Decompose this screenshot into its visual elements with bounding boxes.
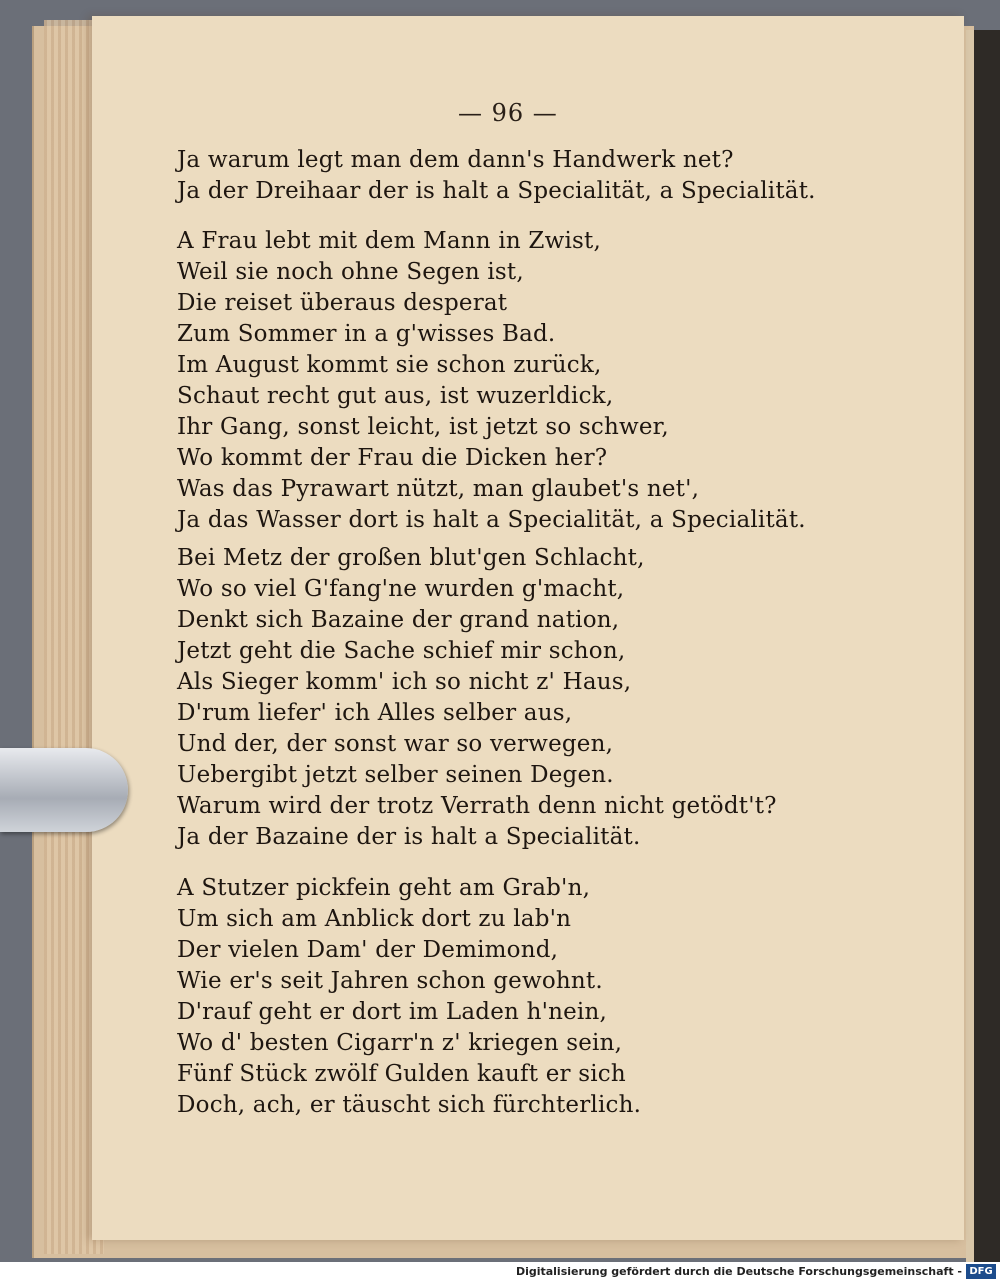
verse-line: Und der, der sonst war so verwegen,	[177, 731, 614, 757]
verse-line: Wo so viel G'fang'ne wurden g'macht,	[177, 576, 625, 602]
verse-line: Die reiset überaus desperat	[177, 290, 508, 316]
verse-line: A Frau lebt mit dem Mann in Zwist,	[177, 228, 601, 254]
verse-line: Ja warum legt man dem dann's Handwerk net?	[177, 147, 734, 173]
verse-line: Im August kommt sie schon zurück,	[177, 352, 602, 378]
digitization-credit: Digitalisierung gefördert durch die Deutsche Forschungsgemeinschaft -	[515, 1265, 962, 1278]
stanza-3	[177, 543, 917, 853]
verse-line: Denkt sich Bazaine der grand nation,	[177, 607, 620, 633]
verse-line: Bei Metz der großen blut'gen Schlacht,	[177, 545, 645, 571]
dfg-logo-icon: DFG	[966, 1264, 996, 1279]
verse-line: Um sich am Anblick dort zu lab'n	[177, 906, 572, 932]
verse-line: Weil sie noch ohne Segen ist,	[177, 259, 524, 285]
verse-line: Wie er's seit Jahren schon gewohnt.	[177, 968, 603, 994]
verse-line: A Stutzer pickfein geht am Grab'n,	[177, 875, 591, 901]
verse-line: Warum wird der trotz Verrath denn nicht getödt't?	[177, 793, 777, 819]
verse-line: Ja der Dreihaar der is halt a Specialität, a Specialität.	[177, 178, 816, 204]
stanza-4	[177, 873, 917, 1121]
verse-line: Ja der Bazaine der is halt a Specialität.	[177, 824, 641, 850]
verse-line: Fünf Stück zwölf Gulden kauft er sich	[177, 1061, 626, 1087]
verse-line: Der vielen Dam' der Demimond,	[177, 937, 559, 963]
verse-line: Uebergibt jetzt selber seinen Degen.	[177, 762, 614, 788]
stanza-2	[177, 226, 917, 536]
verse-line: Was das Pyrawart nützt, man glaubet's net',	[177, 476, 700, 502]
verse-line: Zum Sommer in a g'wisses Bad.	[177, 321, 556, 347]
verse-line: Wo kommt der Frau die Dicken her?	[177, 445, 608, 471]
verse-line: Doch, ach, er täuscht sich fürchterlich.	[177, 1092, 642, 1118]
verse-line: D'rauf geht er dort im Laden h'nein,	[177, 999, 608, 1025]
verse-line: Wo d' besten Cigarr'n z' kriegen sein,	[177, 1030, 623, 1056]
verse-line: Schaut recht gut aus, ist wuzerldick,	[177, 383, 614, 409]
verse-line: Als Sieger komm' ich so nicht z' Haus,	[177, 669, 632, 695]
verse-line: Ihr Gang, sonst leicht, ist jetzt so schwer,	[177, 414, 669, 440]
stanza-1	[177, 145, 917, 207]
verse-line: Jetzt geht die Sache schief mir schon,	[177, 638, 626, 664]
page-holder-clip	[0, 748, 128, 832]
verse-line: Ja das Wasser dort is halt a Specialität, a Specialität.	[177, 507, 806, 533]
page-number: — 96 —	[458, 99, 558, 127]
footer-bar	[0, 1262, 1000, 1283]
verse-line: D'rum liefer' ich Alles selber aus,	[177, 700, 573, 726]
